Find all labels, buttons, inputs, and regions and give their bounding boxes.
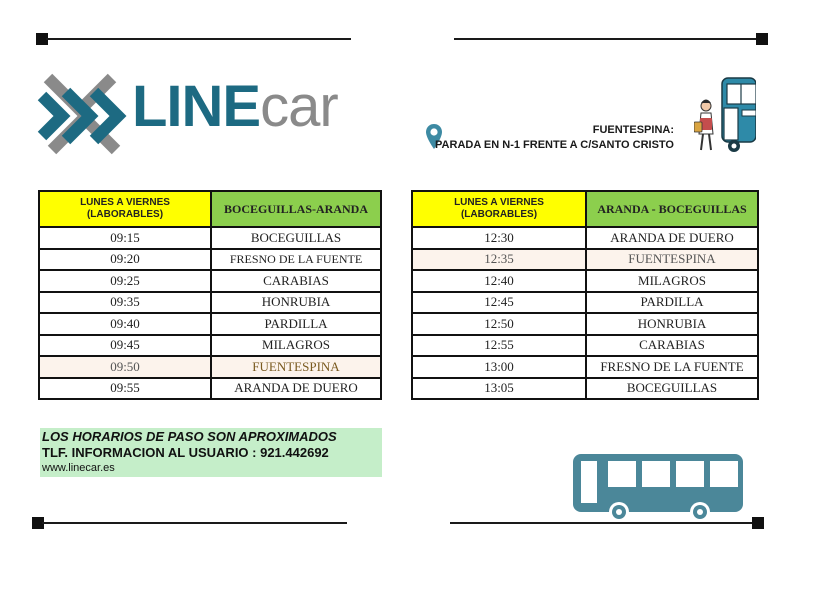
days-header <box>39 191 211 227</box>
stop-town: FUENTESPINA: <box>592 124 674 136</box>
stop-cell: BOCEGUILLAS <box>586 378 758 400</box>
days-note: (LABORABLES) <box>460 209 538 220</box>
table-row <box>39 378 381 400</box>
table-row <box>39 313 381 335</box>
table-row <box>39 270 381 292</box>
phone-text: TLF. INFORMACION AL USUARIO : 921.442692 <box>42 445 329 460</box>
table-row <box>39 335 381 357</box>
time-cell: 09:15 <box>39 227 211 249</box>
divider-line-top-right <box>454 38 759 40</box>
brand-wordmark <box>132 74 338 139</box>
table-row <box>39 249 381 271</box>
time-cell: 09:40 <box>39 313 211 335</box>
stop-cell: BOCEGUILLAS <box>211 227 381 249</box>
bus-icon <box>572 452 746 524</box>
website-link[interactable]: www.linecar.es <box>42 462 115 474</box>
stop-cell: CARABIAS <box>586 335 758 357</box>
stop-cell: ARANDA DE DUERO <box>586 227 758 249</box>
table-row <box>412 313 758 335</box>
stop-cell: FUENTESPINA <box>211 356 381 378</box>
days-header <box>412 191 586 227</box>
table-row-highlighted <box>412 249 758 271</box>
days-note: (LABORABLES) <box>86 209 164 220</box>
time-cell: 09:45 <box>39 335 211 357</box>
days-label: LUNES A VIERNES <box>454 197 544 208</box>
route-header: ARANDA - BOCEGUILLAS <box>586 191 758 227</box>
info-box <box>40 428 382 477</box>
time-cell: 13:00 <box>412 356 586 378</box>
divider-line-top-left <box>46 38 351 40</box>
divider-line-bottom-left <box>42 522 347 524</box>
days-label: LUNES A VIERNES <box>80 197 170 208</box>
notice-text: LOS HORARIOS DE PASO SON APROXIMADOS <box>42 429 337 444</box>
stop-cell: FUENTESPINA <box>586 249 758 271</box>
stop-cell: FRESNO DE LA FUENTE <box>586 356 758 378</box>
time-cell: 12:35 <box>412 249 586 271</box>
time-cell: 12:45 <box>412 292 586 314</box>
stop-location: PARADA EN N-1 FRENTE A C/SANTO CRISTO <box>435 139 674 151</box>
time-cell: 09:35 <box>39 292 211 314</box>
stop-cell: HONRUBIA <box>211 292 381 314</box>
stop-cell: HONRUBIA <box>586 313 758 335</box>
table-row <box>39 292 381 314</box>
time-cell: 12:55 <box>412 335 586 357</box>
passenger-boarding-bus-icon <box>694 76 756 154</box>
corner-square-bottom-right <box>752 517 764 529</box>
time-cell: 12:40 <box>412 270 586 292</box>
time-cell: 09:25 <box>39 270 211 292</box>
route-header: BOCEGUILLAS-ARANDA <box>211 191 381 227</box>
brand-name-strong: LINE <box>132 74 261 139</box>
table-row <box>412 356 758 378</box>
table-row <box>412 227 758 249</box>
stop-info <box>435 123 674 153</box>
stop-cell: MILAGROS <box>586 270 758 292</box>
corner-square-top-right <box>756 33 768 45</box>
time-cell: 12:50 <box>412 313 586 335</box>
time-cell: 12:30 <box>412 227 586 249</box>
table-row <box>412 335 758 357</box>
time-cell: 09:55 <box>39 378 211 400</box>
table-row <box>412 378 758 400</box>
stop-cell: PARDILLA <box>211 313 381 335</box>
table-row-highlighted <box>39 356 381 378</box>
table-row <box>412 270 758 292</box>
schedule-table-boceguillas-aranda <box>38 190 382 400</box>
stop-cell: ARANDA DE DUERO <box>211 378 381 400</box>
schedule-table-aranda-boceguillas <box>411 190 759 400</box>
table-row <box>39 227 381 249</box>
stop-cell: PARDILLA <box>586 292 758 314</box>
time-cell: 13:05 <box>412 378 586 400</box>
time-cell: 09:50 <box>39 356 211 378</box>
time-cell: 09:20 <box>39 249 211 271</box>
brand-name-light: car <box>260 74 338 139</box>
stop-cell: CARABIAS <box>211 270 381 292</box>
linecar-logo-icon <box>36 70 128 162</box>
table-row <box>412 292 758 314</box>
stop-cell: MILAGROS <box>211 335 381 357</box>
stop-cell: FRESNO DE LA FUENTE <box>211 249 381 271</box>
